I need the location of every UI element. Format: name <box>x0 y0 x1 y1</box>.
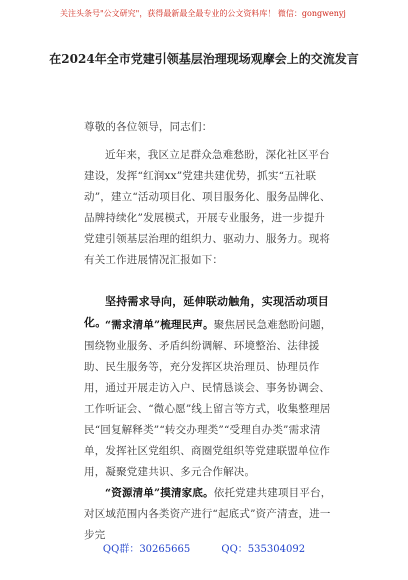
subheading-resource-list: “资源清单”摸清家底。 <box>105 487 214 499</box>
body-paragraph <box>84 315 332 546</box>
intro-paragraph: 近年来，我区立足群众急难愁盼，深化社区平台建设，发挥“红润xx”党建共建优势，抓实“五社联动”，建立“活动项目化、项目服务化、服务品牌化、品牌持续化”发展模式，开展专业服务，进一步提升党建引领基层治理的组织力、驱动力、服务力。现将有关工作进展情况汇报如下： <box>84 149 331 266</box>
subheading-demand-list: “需求清单”梳理民声。 <box>105 319 214 331</box>
header-banner <box>0 0 408 40</box>
header-banner-text: 关注头条号"公文研究"，获得最新最全最专业的公文资料库！ 微信：gongwenyj <box>60 9 346 18</box>
subparagraph-resource-list: 依托党建共建项目平台，对区域范围内各类资产进行“起底式”资产清查，进一步完 <box>84 487 332 541</box>
footer-qq: QQ：535304092 <box>221 544 306 555</box>
section-heading: 坚持需求导向，延伸联动触角，实现活动项目化。 <box>84 295 329 329</box>
footer-qq-group: QQ群：30265665 <box>102 544 191 555</box>
document-title: 在2024年全市党建引领基层治理现场观摩会上的交流发言 <box>49 52 359 66</box>
footer-contact <box>0 540 408 555</box>
subparagraph-demand-list: 聚焦居民急难愁盼问题，围绕物业服务、矛盾纠纷调解、环境整治、法律援助、民生服务等，充分发挥区块治理员、协理员作用，通过开展走访入户、民情恳谈会、事务协调会、工作听证会、“微心愿”线上留言等方式，收集整理居民“回复解释类”“转交办理类”“受理自办类”需求清单，发挥社区党组织、商圈党组织等党建联盟单位作用，凝聚党建共识、多元合作解决。 <box>84 319 332 478</box>
salutation: 尊敬的各位领导，同志们： <box>84 121 213 133</box>
